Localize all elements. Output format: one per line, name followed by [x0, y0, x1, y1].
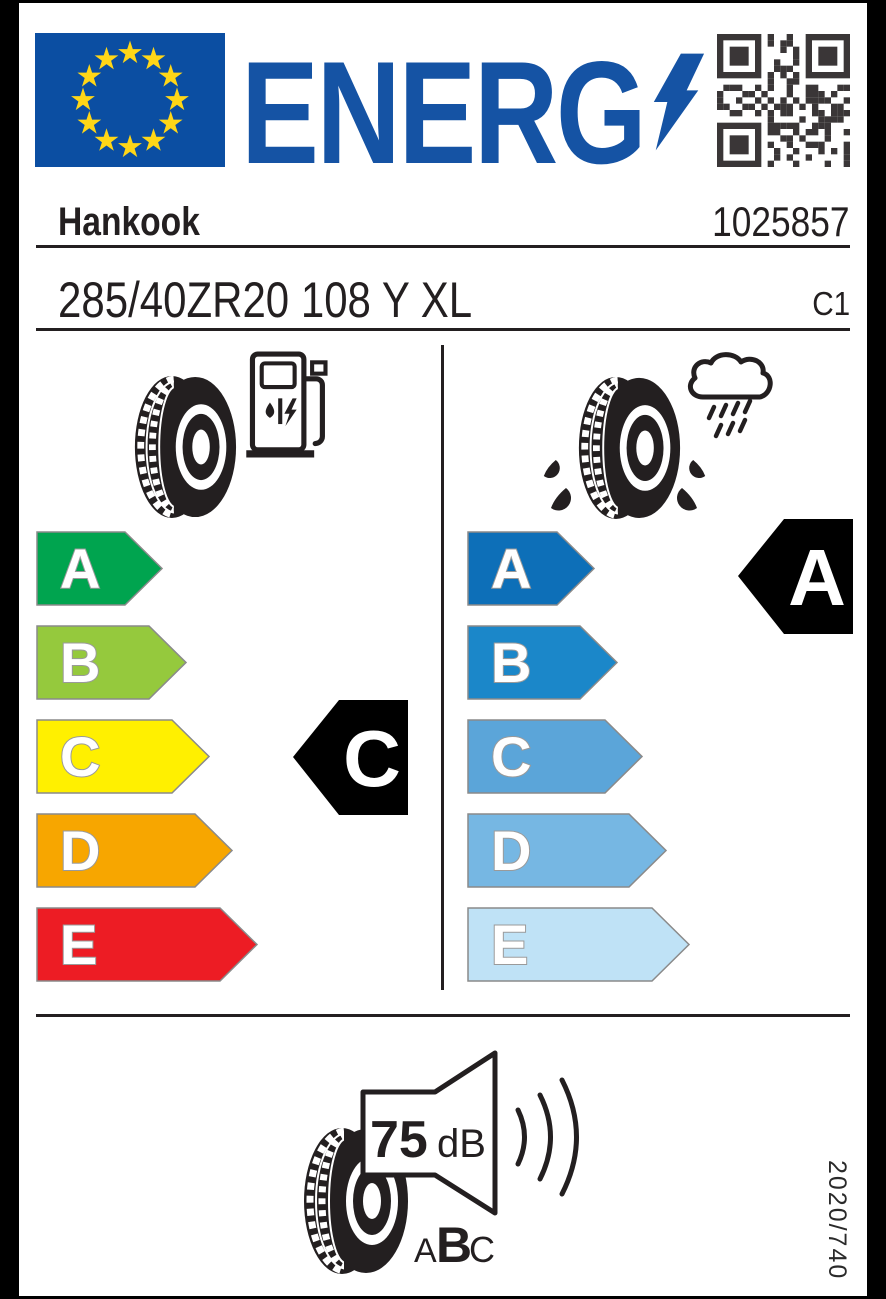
wet-grade-arrow-b	[467, 625, 618, 700]
column-divider	[441, 345, 444, 990]
regulation-number: 2020/740	[823, 1160, 851, 1281]
noise-value: 75	[370, 1111, 428, 1169]
border-right	[867, 0, 886, 1299]
fuel-grade-arrow-c	[36, 719, 210, 794]
size-designation: 285/40ZR20 108 Y XL	[58, 272, 473, 328]
noise-unit: dB	[437, 1122, 486, 1166]
fuel-grade-letter: A	[60, 537, 101, 600]
fuel-rating-badge	[292, 699, 409, 816]
wet-rating-letter: A	[788, 533, 846, 622]
fuel-grade-arrow-e	[36, 907, 258, 982]
noise-pictogram	[290, 1040, 600, 1298]
divider-line-3	[36, 1014, 850, 1017]
wet-grade-letter: B	[491, 631, 532, 694]
wet-grade-letter: C	[491, 725, 532, 788]
fuel-grade-letter: B	[60, 631, 101, 694]
wet-grade-arrow-c	[467, 719, 643, 794]
fuel-grade-arrow-a	[36, 531, 163, 606]
wet-grade-letter: D	[491, 819, 532, 882]
tyre-class: C1	[812, 285, 850, 322]
fuel-grade-letter: E	[60, 913, 98, 976]
energy-logo-text: ENERG	[241, 31, 645, 194]
noise-class-c: C	[469, 1229, 495, 1270]
qr-code-icon	[717, 34, 850, 167]
wet-rating-badge	[737, 518, 854, 635]
fuel-efficiency-tire-icon	[131, 374, 238, 520]
wet-grade-letter: A	[491, 537, 532, 600]
sound-waves-icon	[518, 1080, 577, 1194]
fuel-grade-letter: C	[60, 725, 101, 788]
wet-grip-tire-icon	[520, 350, 790, 525]
fuel-grade-arrow-d	[36, 813, 233, 888]
fuel-grade-arrow-b	[36, 625, 187, 700]
wet-grade-letter: E	[491, 913, 529, 976]
eu-flag-icon	[35, 33, 225, 167]
divider-line-1	[36, 245, 850, 248]
lightning-bolt-icon	[648, 52, 706, 152]
noise-class-b-selected: B	[436, 1217, 473, 1273]
wet-grade-arrow-d	[467, 813, 667, 888]
wet-grade-arrow-e	[467, 907, 690, 982]
fuel-rating-letter: C	[343, 714, 401, 803]
divider-line-2	[36, 328, 850, 331]
rain-cloud-icon	[690, 355, 770, 436]
border-left	[0, 0, 19, 1299]
fuel-grade-letter: D	[60, 819, 101, 882]
border-top	[0, 0, 886, 3]
fuel-pump-icon	[246, 350, 334, 458]
brand-name: Hankook	[58, 200, 200, 244]
article-number: 1025857	[712, 198, 850, 245]
noise-class-a: A	[414, 1232, 437, 1270]
wet-grade-arrow-a	[467, 531, 595, 606]
